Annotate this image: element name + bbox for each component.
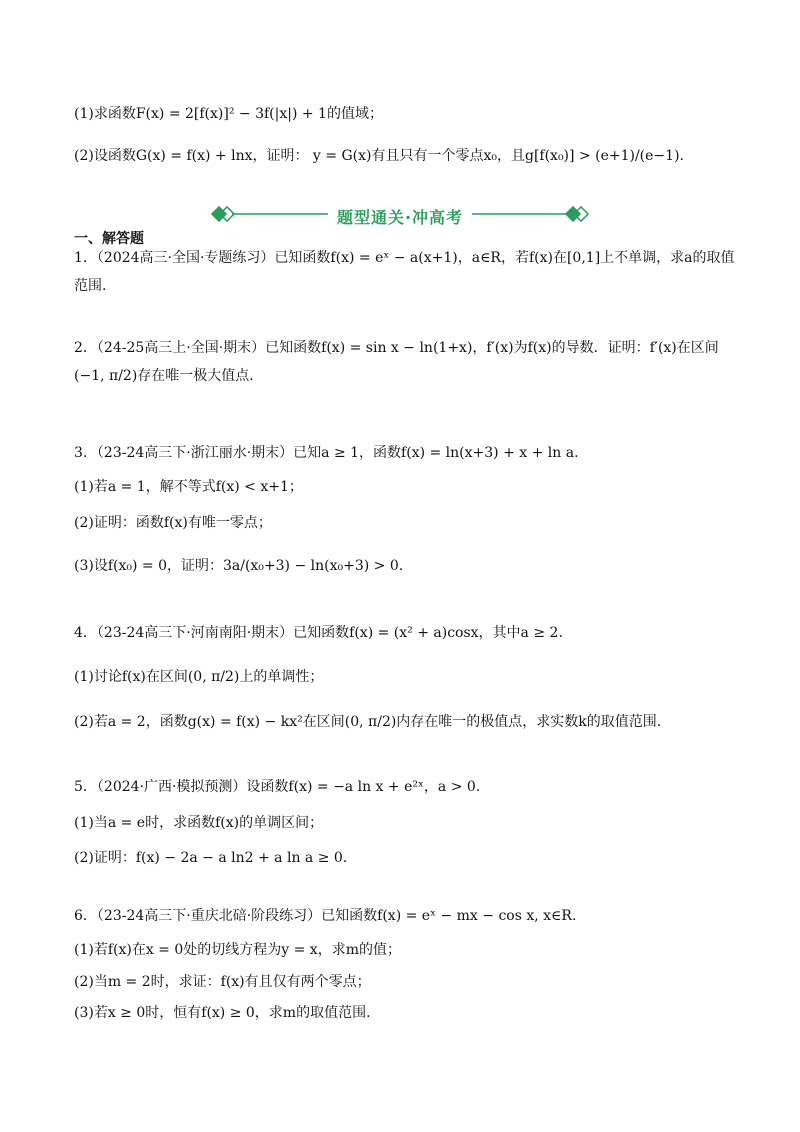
intro-part-1: (1)求函数F(x) = 2[f(x)]² − 3f(|x|) + 1的值域； (74, 106, 383, 122)
problem-6-part-1: (1)若f(x)在x = 0处的切线方程为y = x，求m的值； (74, 942, 401, 958)
problem-5-part-1: (1)当a = e时，求函数f(x)的单调区间； (74, 815, 324, 831)
problem-5: 5．（2024·广西·模拟预测）设函数f(x) = −a ln x + e²ˣ，a > 0. (74, 779, 481, 795)
problem-3-part-1: (1)若a = 1，解不等式f(x) < x+1； (74, 479, 303, 495)
problem-6: 6．（23-24高三下·重庆北碚·阶段练习）已知函数f(x) = eˣ − mx − cos x, x∈R. (74, 908, 577, 924)
problem-4: 4．（23-24高三下·河南南阳·期末）已知函数f(x) = (x² + a)cosx，其中a ≥ 2. (74, 625, 563, 641)
problem-6-part-3: (3)若x ≥ 0时，恒有f(x) ≥ 0，求m的取值范围. (74, 1005, 371, 1021)
problem-6-part-2: (2)当m = 2时，求证：f(x)有且仅有两个零点； (74, 974, 371, 990)
problem-4-part-2: (2)若a = 2，函数g(x) = f(x) − kx²在区间(0, π/2)内存在唯一的极值点，求实数k的取值范围. (74, 714, 662, 730)
problem-5-part-2: (2)证明：f(x) − 2a − a ln2 + a ln a ≥ 0. (74, 850, 348, 866)
problem-3-part-3: (3)设f(x₀) = 0，证明：3a/(x₀+3) − ln(x₀+3) > 0. (74, 558, 404, 574)
problem-4-part-1: (1)讨论f(x)在区间(0, π/2)上的单调性； (74, 669, 324, 685)
intro-part-2: (2)设函数G(x) = f(x) + lnx，证明： y = G(x)有且只有一个零点x₀，且g[f(x₀)] > (e+1)/(e−1). (74, 148, 684, 164)
problem-2: 2．（24-25高三上·全国·期末）已知函数f(x) = sin x − ln(1+x)，f′(x)为f(x)的导数．证明：f′(x)在区间(−1, π/2)存在唯一极大值点． (74, 340, 719, 384)
problem-3-part-2: (2)证明：函数f(x)有唯一零点； (74, 515, 272, 531)
problem-1: 1．（2024高三·全国·专题练习）已知函数f(x) = eˣ − a(x+1)，a∈R，若f(x)在[0,1]上不单调，求a的取值范围. (74, 250, 735, 294)
problem-3: 3．（23-24高三下·浙江丽水·期末）已知a ≥ 1，函数f(x) = ln(x+3) + x + ln a. (74, 445, 579, 461)
section-banner (200, 202, 600, 228)
section-title: 一、解答题 (74, 231, 144, 247)
banner-title: 题型通关·冲高考 (336, 208, 464, 227)
